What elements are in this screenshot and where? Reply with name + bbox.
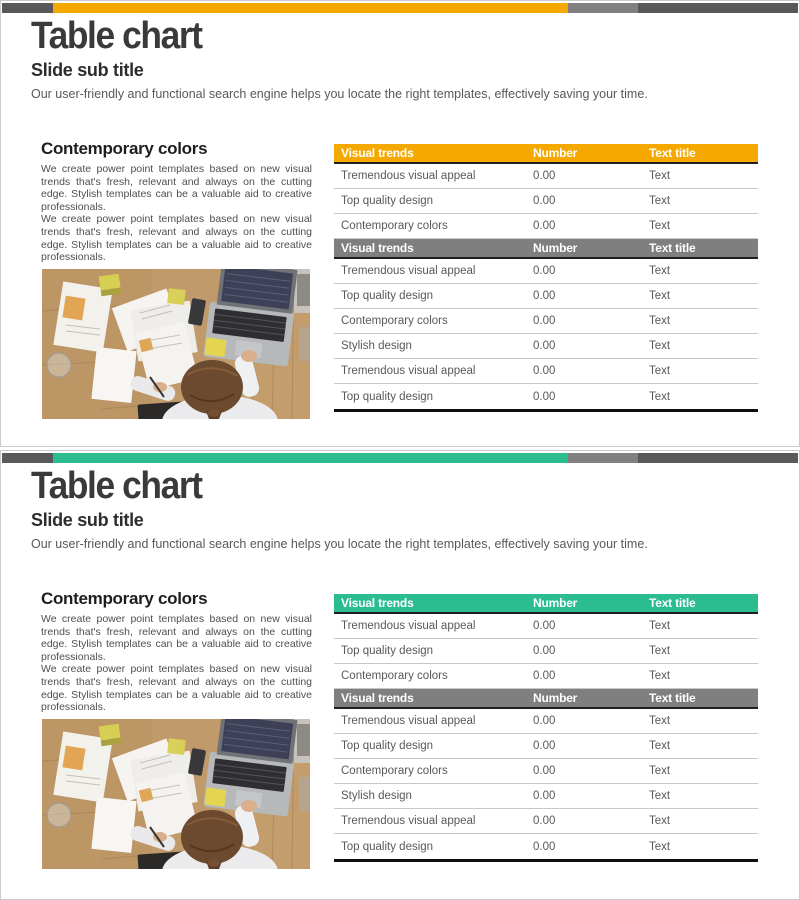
cell-number: 0.00 [533,340,556,352]
table-header-gray [334,689,758,709]
table-row [334,214,758,239]
bar-segment-medium [568,3,638,13]
cell-text: Text [649,740,671,752]
bar-segment-accent [53,3,568,13]
cell-trend: Stylish design [341,790,412,802]
column-header-visual-trends: Visual trends [341,596,414,610]
table-row [334,809,758,834]
cell-text: Text [649,220,671,232]
column-header-text-title: Text title [649,691,696,705]
cell-number: 0.00 [533,195,556,207]
top-accent-bar [2,3,798,13]
cell-number: 0.00 [533,315,556,327]
table-row [334,259,758,284]
cell-trend: Top quality design [341,645,434,657]
cell-text: Text [649,195,671,207]
bar-segment-dark-right [638,3,798,13]
cell-trend: Top quality design [341,840,434,853]
cell-text: Text [649,315,671,327]
cell-text: Text [649,815,671,827]
slide-preview-teal[interactable] [0,450,800,900]
cell-trend: Tremendous visual appeal [341,170,476,182]
slide-title: Table chart [31,465,202,507]
bar-segment-dark-left [2,453,53,463]
top-accent-bar [2,453,798,463]
column-header-number: Number [533,146,578,160]
table-row [334,384,758,409]
cell-number: 0.00 [533,265,556,277]
cell-number: 0.00 [533,790,556,802]
cell-trend: Contemporary colors [341,220,448,232]
cell-text: Text [649,340,671,352]
cell-trend: Top quality design [341,740,434,752]
table-row [334,359,758,384]
body-paragraph: We create power point templates based on new visual trends that's fresh, relevant and always on the cutting edge. Stylish templates can be a valuable aid to creative professionals. [41,163,312,213]
column-header-text-title: Text title [649,596,696,610]
cell-number: 0.00 [533,390,556,403]
column-header-visual-trends: Visual trends [341,691,414,705]
cell-text: Text [649,840,671,853]
cell-text: Text [649,265,671,277]
cell-trend: Contemporary colors [341,765,448,777]
data-table [334,594,758,862]
cell-number: 0.00 [533,220,556,232]
cell-text: Text [649,670,671,682]
table-row [334,734,758,759]
cell-trend: Contemporary colors [341,315,448,327]
cell-text: Text [649,290,671,302]
cell-text: Text [649,620,671,632]
cell-text: Text [649,365,671,377]
cell-text: Text [649,645,671,657]
body-paragraph: We create power point templates based on new visual trends that's fresh, relevant and always on the cutting edge. Stylish templates can be a valuable aid to creative professionals. [41,663,312,714]
column-header-number: Number [533,241,578,255]
cell-number: 0.00 [533,170,556,182]
cell-number: 0.00 [533,670,556,682]
cell-text: Text [649,170,671,182]
body-paragraph: We create power point templates based on new visual trends that's fresh, relevant and always on the cutting edge. Stylish templates can be a valuable aid to creative professionals. [41,613,312,663]
cell-number: 0.00 [533,645,556,657]
table-row [334,784,758,809]
column-header-visual-trends: Visual trends [341,241,414,255]
table-row [334,284,758,309]
table-row [334,614,758,639]
cell-trend: Top quality design [341,390,434,403]
cell-number: 0.00 [533,765,556,777]
table-row [334,164,758,189]
table-header-accent [334,144,758,164]
cell-number: 0.00 [533,365,556,377]
table-header-accent [334,594,758,614]
bar-segment-dark-left [2,3,53,13]
cell-trend: Stylish design [341,340,412,352]
cell-text: Text [649,715,671,727]
table-row [334,834,758,859]
slide-subtitle: Slide sub title [31,60,144,80]
cell-text: Text [649,790,671,802]
table-row [334,189,758,214]
cell-trend: Tremendous visual appeal [341,815,476,827]
slide-description: Our user-friendly and functional search engine helps you locate the right templates, effectively saving your time. [31,87,648,101]
cell-number: 0.00 [533,715,556,727]
cell-text: Text [649,390,671,403]
cell-trend: Tremendous visual appeal [341,365,476,377]
table-row [334,334,758,359]
data-table [334,144,758,412]
cell-trend: Top quality design [341,290,434,302]
column-header-number: Number [533,691,578,705]
table-row [334,309,758,334]
cell-trend: Contemporary colors [341,670,448,682]
slide-description: Our user-friendly and functional search engine helps you locate the right templates, effectively saving your time. [31,537,648,551]
cell-trend: Tremendous visual appeal [341,265,476,277]
slide-subtitle: Slide sub title [31,510,144,530]
cell-trend: Tremendous visual appeal [341,620,476,632]
table-row [334,759,758,784]
section-body-text [41,163,312,264]
cell-number: 0.00 [533,290,556,302]
cell-number: 0.00 [533,740,556,752]
table-row [334,664,758,689]
section-body-text [41,613,312,714]
column-header-visual-trends: Visual trends [341,146,414,160]
workspace-photo [42,269,310,419]
section-heading: Contemporary colors [41,139,208,158]
cell-number: 0.00 [533,840,556,853]
cell-number: 0.00 [533,815,556,827]
column-header-number: Number [533,596,578,610]
bar-segment-medium [568,453,638,463]
cell-trend: Tremendous visual appeal [341,715,476,727]
slide-preview-orange[interactable] [0,0,800,447]
cell-number: 0.00 [533,620,556,632]
cell-trend: Top quality design [341,195,434,207]
cell-text: Text [649,765,671,777]
slide-title: Table chart [31,15,202,57]
body-paragraph: We create power point templates based on new visual trends that's fresh, relevant and always on the cutting edge. Stylish templates can be a valuable aid to creative professionals. [41,213,312,264]
column-header-text-title: Text title [649,146,696,160]
table-header-gray [334,239,758,259]
table-row [334,639,758,664]
bar-segment-dark-right [638,453,798,463]
workspace-photo [42,719,310,869]
section-heading: Contemporary colors [41,589,208,608]
column-header-text-title: Text title [649,241,696,255]
bar-segment-accent [53,453,568,463]
table-row [334,709,758,734]
